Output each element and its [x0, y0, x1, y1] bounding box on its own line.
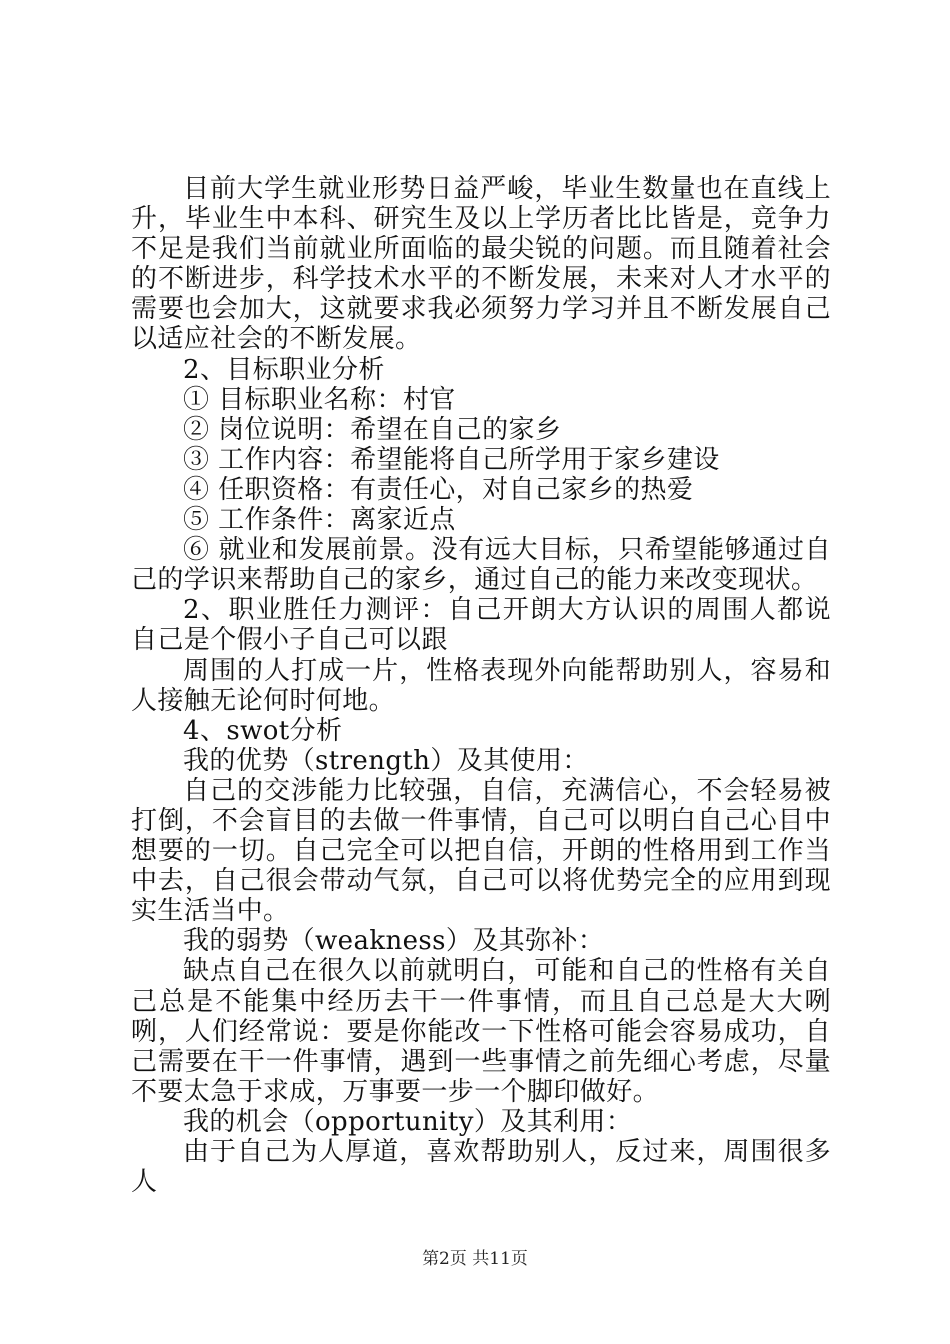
list-item-career-name: ① 目标职业名称：村官	[183, 384, 456, 415]
paragraph-strength: 自己的交涉能力比较强，自信，充满信心，不会轻易被打倒，不会盲目的去做一件事情，自己可以明白自己心目中想要的一切。自己完全可以把自信，开朗的性格用到工作当中去，自己很会带动气氛，自己可以将优势完全的应用到现实生活当中。	[131, 775, 831, 927]
subheading-weakness: 我的弱势（weakness）及其弥补：	[183, 926, 605, 957]
paragraph-competency: 2、职业胜任力测评：自己开朗大方认识的周围人都说自己是个假小子自己可以跟	[131, 595, 831, 656]
list-item-position: ② 岗位说明：希望在自己的家乡	[183, 414, 562, 445]
subheading-opportunity: 我的机会（opportunity）及其利用：	[183, 1106, 633, 1137]
paragraph-competency-cont: 周围的人打成一片，性格表现外向能帮助别人，容易和人接触无论何时何地。	[131, 655, 831, 716]
paragraph-intro: 目前大学生就业形势日益严峻，毕业生数量也在直线上升，毕业生中本科、研究生及以上学历者比比皆是，竞争力不足是我们当前就业所面临的最尖锐的问题。而且随着社会的不断进步，科学技术水平的不断发展，未来对人才水平的需要也会加大，这就要求我必须努力学习并且不断发展自己以适应社会的不断发展。	[131, 174, 831, 355]
page-number-footer: 第2页 共11页	[422, 1249, 528, 1269]
paragraph-weakness: 缺点自己在很久以前就明白，可能和自己的性格有关自己总是不能集中经历去干一件事情，而且自己总是大大咧咧，人们经常说：要是你能改一下性格可能会容易成功，自己需要在干一件事情，遇到一些事情之前先细心考虑，尽量不要太急于求成，万事要一步一个脚印做好。	[131, 956, 831, 1107]
list-item-work-content: ③ 工作内容：希望能将自己所学用于家乡建设	[183, 444, 720, 475]
list-item-conditions: ⑤ 工作条件：离家近点	[183, 505, 456, 536]
paragraph-opportunity: 由于自己为人厚道，喜欢帮助别人，反过来，周围很多人	[131, 1137, 831, 1198]
list-item-prospects: ⑥ 就业和发展前景。没有远大目标，只希望能够通过自己的学识来帮助自己的家乡，通过自己的能力来改变现状。	[131, 535, 831, 596]
list-item-qualification: ④ 任职资格：有责任心，对自己家乡的热爱	[183, 474, 694, 505]
subheading-strength: 我的优势（strength）及其使用：	[183, 745, 589, 776]
heading-target-career: 2、目标职业分析	[183, 354, 385, 385]
document-body	[131, 174, 831, 1197]
heading-swot: 4、swot分析	[183, 715, 343, 746]
